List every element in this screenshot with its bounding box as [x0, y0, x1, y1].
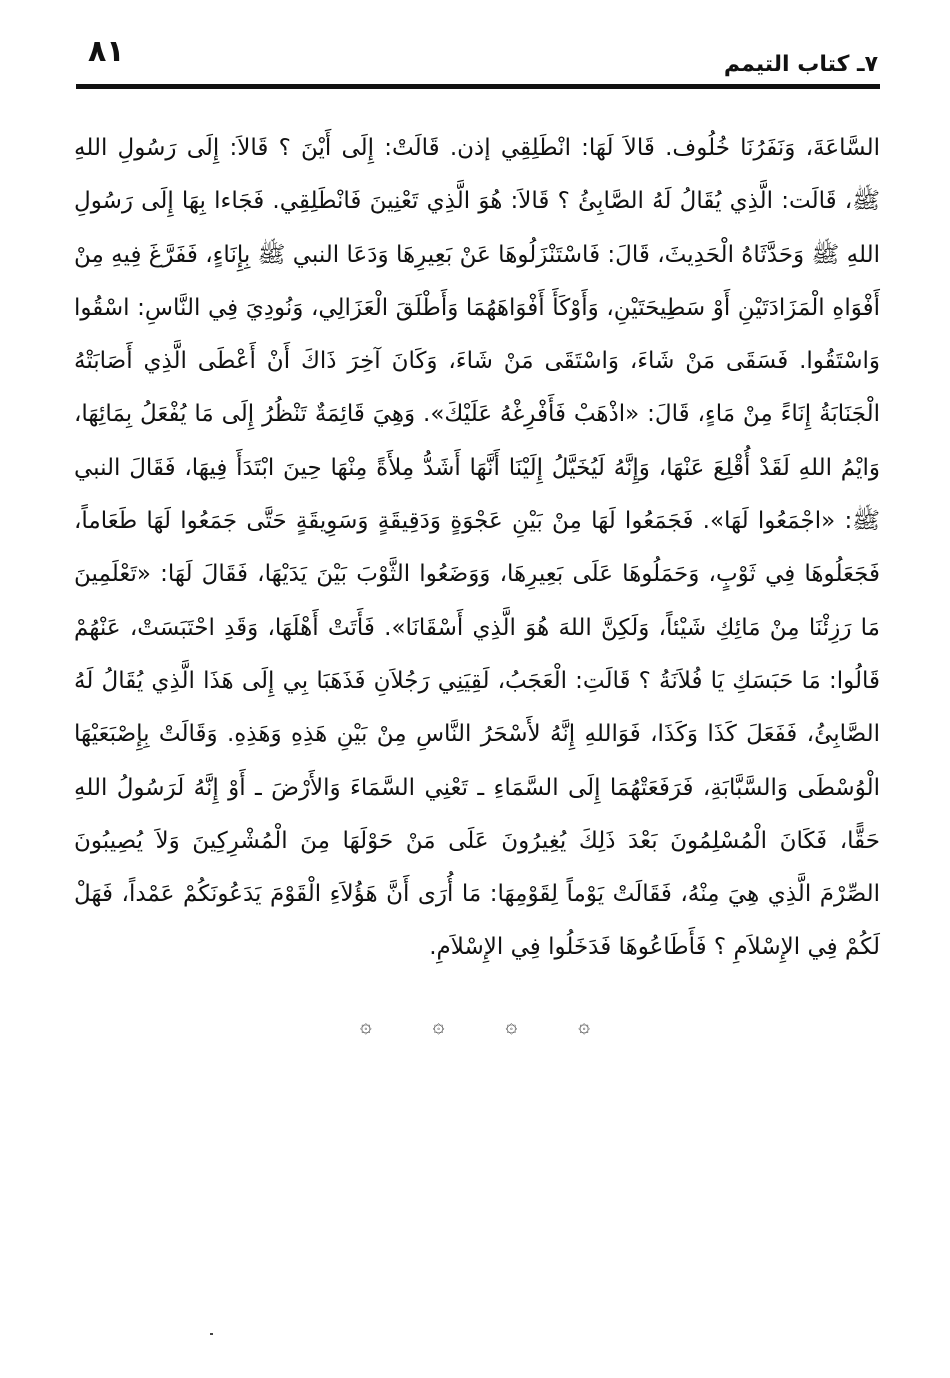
ornament-icon: ۞ — [505, 1013, 518, 1037]
running-head-chapter-title: ٧ـ كتاب التيمم — [723, 52, 878, 77]
header-rule — [76, 84, 880, 89]
ornament-icon: ۞ — [432, 1013, 445, 1037]
main-text-block — [74, 122, 880, 975]
scan-speck — [210, 1333, 213, 1335]
section-end-ornaments — [360, 1015, 590, 1035]
page-number: ٨١ — [88, 34, 125, 69]
ornament-icon: ۞ — [360, 1013, 372, 1037]
ornament-icon: ۞ — [578, 1013, 590, 1037]
hadith-paragraph: السَّاعَةَ، وَنَفَرُنَا خُلُوف. قَالاَ لَهَا: انْطَلِقِي إذن. قَالَتْ: إِلَى أَيْنَ ؟ قَالاَ: إِلَى رَسُولِ اللهِ ﷺ، قَالَت: الَّذِي يُقَالُ لَهُ الصَّابِئُ ؟ قَالاَ: هُوَ الَّذِي تَعْنِينَ فَانْطَلِقِي. فَجَاءا بِهَا إِلَى رَسُولِ اللهِ ﷺ وَحَدَّثَاهُ الْحَدِيثَ، قَالَ: فَاسْتَنْزَلُوهَا عَنْ بَعِيرِهَا وَدَعَا النبي ﷺ بِإِنَاءٍ، فَفَرَّغَ فِيهِ مِنْ أَفْوَاهِ الْمَزَادَتَيْنِ أَوْ سَطِيحَتَيْنِ، وَأَوْكَأَ أَفْوَاهَهُمَا وَأَطْلَقَ الْعَزَالِي، وَنُودِيَ فِي النَّاسِ: اسْقُوا وَاسْتَقُوا. فَسَقَى مَنْ شَاءَ، وَاسْتَقَى مَنْ شَاءَ، وَكَانَ آخِرَ ذَاكَ أَنْ أَعْطَى الَّذِي أَصَابَتْهُ الْجَنَابَةُ إِنَاءً مِنْ مَاءٍ، قَالَ: «اذْهَبْ فَأَفْرِغْهُ عَلَيْكَ». وَهِيَ قَائِمَةٌ تَنْظُرُ إِلَى مَا يُفْعَلُ بِمَائِهَا، وَايْمُ اللهِ لَقَدْ أُقْلِعَ عَنْهَا، وَإِنَّهُ لَيُخَيَّلُ إِلَيْنَا أَنَّهَا أَشَدُّ مِلأَةً مِنْهَا حِينَ ابْتَدَأَ فِيهَا، فَقَالَ النبي ﷺ: «اجْمَعُوا لَهَا». فَجَمَعُوا لَهَا مِنْ بَيْنِ عَجْوَةٍ وَدَقِيقَةٍ وَسَوِيقَةٍ حَتَّى جَمَعُوا لَهَا طَعَاماً، فَجَعَلُوهَا فِي ثَوْبٍ، وَحَمَلُوهَا عَلَى بَعِيرِهَا، وَوَضَعُوا الثَّوْبَ بَيْنَ يَدَيْهَا، فَقَالَ لَهَا: «تَعْلَمِينَ مَا رَزِئْنَا مِنْ مَائِكِ شَيْئاً، وَلَكِنَّ اللهَ هُوَ الَّذِي أَسْقَانَا». فَأَتَتْ أَهْلَهَا، وَقَدِ احْتَبَسَتْ، عَنْهُمْ قَالُوا: مَا حَبَسَكِ يَا فُلاَنَةُ ؟ قَالَتِ: الْعَجَبُ، لَقِيَنِي رَجُلاَنِ فَذَهَبَا بِي إِلَى هَذَا الَّذِي يُقَالُ لَهُ الصَّابِئُ، فَفَعَلَ كَذَا وَكَذَا، فَوَاللهِ إِنَّهُ لأَسْحَرُ النَّاسِ مِنْ بَيْنِ هَذِهِ وَهَذِهِ. وَقَالَتْ بِإِصْبَعَيْهَا الْوُسْطَى وَالسَّبَّابَةِ، فَرَفَعَتْهُمَا إِلَى السَّمَاءِ ـ تَعْنِي السَّمَاءَ وَالأَرْضَ ـ أَوْ إِنَّهُ لَرَسُولُ اللهِ حَقًّا، فَكَانَ الْمُسْلِمُونَ بَعْدَ ذَلِكَ يُغِيرُونَ عَلَى مَنْ حَوْلَهَا مِنَ الْمُشْرِكِينَ وَلاَ يُصِيبُونَ الصِّرْمَ الَّذِي هِيَ مِنْهُ، فَقَالَتْ يَوْماً لِقَوْمِهَا: مَا أُرَى أَنَّ هَؤُلاَءِ الْقَوْمَ يَدَعُونَكُمْ عَمْداً، فَهَلْ لَكُمْ فِي الإِسْلاَمِ ؟ فَأَطَاعُوهَا فَدَخَلُوا فِي الإِسْلاَمِ. — [74, 135, 880, 961]
